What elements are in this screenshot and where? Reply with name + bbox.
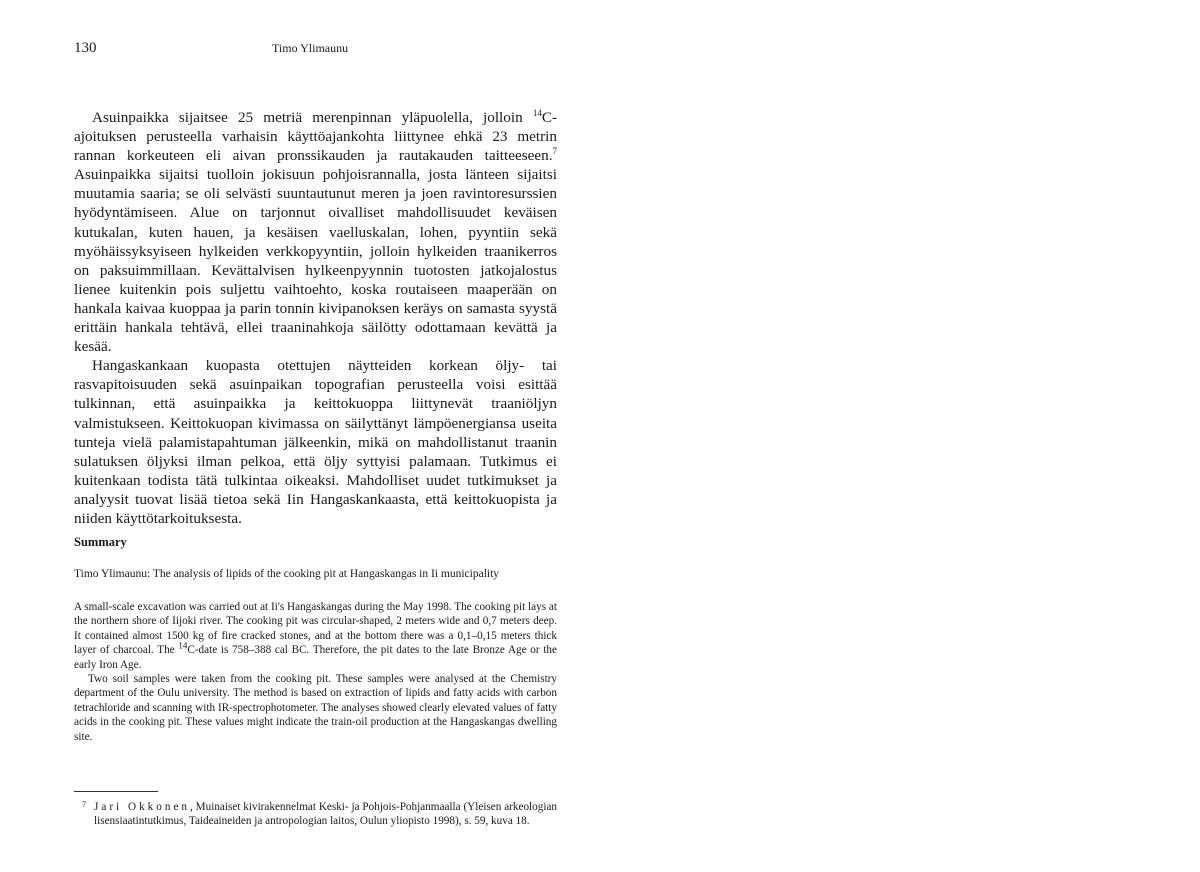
body-text: Asuinpaikka sijaitsee 25 metriä merenpinnan yläpuolella, jolloin bbox=[92, 109, 533, 126]
main-text bbox=[74, 108, 557, 528]
superscript-14: 14 bbox=[178, 640, 188, 651]
summary-text: A small-scale excavation was carried out at Ii's Hangaskangas during the May 1998. The cooking pit lays at the northern shore of Iijoki river. The cooking pit was circular-shaped, 2 meters wide and 0,7 meters deep. It contained almost 1500 kg of fire cracked stones, and at the bottom there was a 0,1–0,15 meters thick layer of charcoal. The bbox=[74, 601, 557, 657]
body-paragraph-2: Hangaskankaan kuopasta otettujen näytteiden korkean öljy- tai rasvapitoisuuden sekä asuinpaikan topografian perusteella voisi esittää tulkinnan, että asuinpaikka ja keittokuoppa liittynevät traaniöljyn valmistukseen. Keittokuopan kivimassa on säilyttänyt lämpöenergiansa useita tunteja vielä palamistapahtuman jälkeenkin, mikä on mahdollistanut traanin sulatuksen öljyksi ilman pelkoa, että öljy syttyisi palamaan. Tutkimus ei kuitenkaan todista tätä tulkintaa oikeaksi. Mahdolliset uudet tutkimukset ja analyysit tuovat lisää tietoa sekä Iin Hangaskankaasta, että keittokuopista ja niiden käyttötarkoituksesta. bbox=[74, 357, 557, 527]
summary-text: C-date is 758–388 cal BC. Therefore, the pit dates to the late Bronze Age or the early Iron Age. bbox=[74, 644, 557, 671]
summary-paragraph-1 bbox=[74, 600, 557, 672]
body-text: C-ajoituksen perusteella varhaisin käyttöajankohta liittynee ehkä 23 metrin rannan korkeuteen eli aivan pronssikauden ja rautakauden taitteeseen. bbox=[74, 109, 557, 165]
body-text: Asuinpaikka sijaitsi tuolloin jokisuun pohjoisrannalla, josta länteen sijaitsi muutamia saaria; se oli selvästi suuntautunut meren ja joen ravintoresurssien hyödyntämiseen. Alue on tarjonnut oivalliset mahdollisuudet keväisen kutukalan, kuten hauen, ja kesäisen vaelluskalan, lohen, pyyntiin sekä myöhäissyksyiseen hylkeiden verkkopyyntiin, jolloin hylkeiden traanikerros on paksuimmillaan. Kevättalvisen hylkeenpyynnin tuotosten jatkojalostus lienee kuitenkin pois suljettu vaihtoehto, koska routaiseen maaperään on hankala kaivaa kuoppaa ja parin tonnin kivipanoksen keräys on samasta syystä erittäin hankala tehtävä, ellei traaninahkoja säilötty odottamaan kevättä ja kesää. bbox=[74, 166, 557, 356]
summary-body bbox=[74, 600, 557, 744]
running-head: Timo Ylimaunu bbox=[272, 41, 349, 55]
summary-paragraph-2: Two soil samples were taken from the cooking pit. These samples were analysed at the Chemistry department of the Oulu university. The method is based on extraction of lipids and fatty acids with carbon tetrachloride and scanning with IR-spectrophotometer. The analyses showed clearly elevated values of fatty acids in the cooking pit. These values might indicate the train-oil production at the Hangaskangas dwelling site. bbox=[74, 673, 557, 743]
footnote-mark: 7 bbox=[82, 800, 86, 809]
footnote-text: , Muinaiset kivirakennelmat Keski- ja Pohjois-Pohjanmaalla (Yleisen arkeologian lisensiaatintutkimus, Taideaineiden ja antropologian laitos, Oulun yliopisto 1998), s. 59, kuva 18. bbox=[94, 801, 558, 828]
page-number: 130 bbox=[74, 40, 97, 56]
body-paragraph-1 bbox=[74, 108, 557, 356]
footnote-reference[interactable]: 7 bbox=[552, 146, 557, 157]
footnote bbox=[74, 800, 557, 829]
summary-title: Timo Ylimaunu: The analysis of lipids of the cooking pit at Hangaskangas in Ii municipality bbox=[74, 568, 500, 580]
footnote-author: Jari Okkonen bbox=[94, 801, 191, 813]
footnote-rule bbox=[74, 791, 158, 792]
summary-heading: Summary bbox=[74, 535, 127, 549]
superscript-14: 14 bbox=[532, 107, 542, 118]
